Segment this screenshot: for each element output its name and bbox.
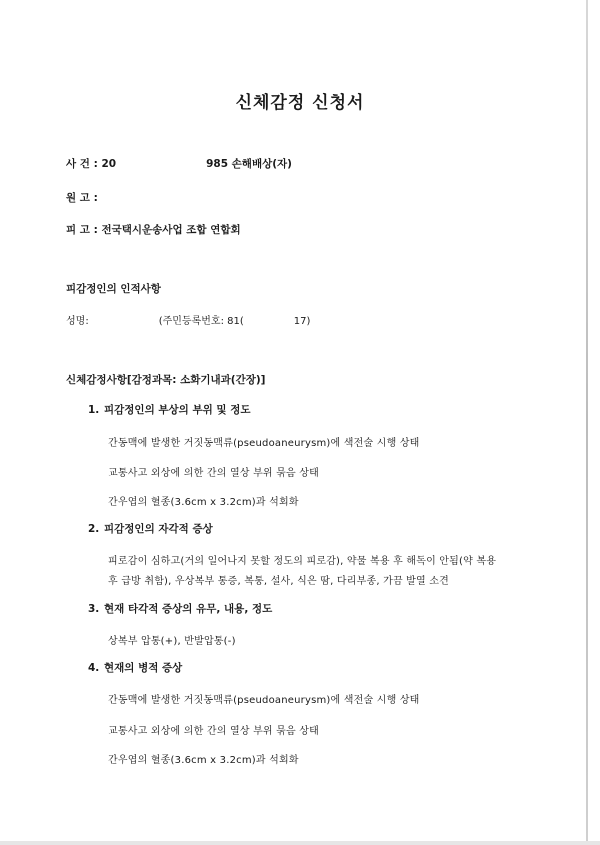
item-2-title-line	[88, 521, 213, 536]
case-line	[66, 156, 292, 171]
item-title: 현재의 병적 증상	[104, 662, 183, 674]
item-4-title-line	[88, 660, 182, 675]
item-title: 현재 타각적 증상의 유무, 내용, 정도	[104, 603, 273, 615]
item-number: 4.	[88, 662, 100, 674]
item-4-line-1: 간동맥에 발생한 거짓동맥류(pseudoaneurysm)에 색전술 시행 상태	[108, 695, 420, 706]
item-number: 3.	[88, 603, 100, 615]
item-number: 2.	[88, 523, 100, 535]
document-title: 신체감정 신청서	[235, 93, 365, 113]
case-label: 사 건 :	[66, 158, 98, 170]
item-2-line-1: 피로감이 심하고(거의 일어나지 못할 정도의 피로감), 약물 복용 후 해독이 안됨(약 복용	[108, 556, 497, 567]
item-title: 피감정인의 부상의 부위 및 정도	[104, 404, 251, 416]
id-right: 17)	[293, 316, 311, 327]
item-4-line-3: 간우엽의 혈종(3.6cm x 3.2cm)과 석회화	[108, 755, 299, 766]
defendant-line	[66, 222, 241, 237]
scan-edge	[586, 0, 588, 845]
person-id-line	[66, 312, 310, 327]
name-label: 성명:	[66, 316, 89, 327]
case-suffix: 손해배상(자)	[231, 158, 292, 170]
item-title: 피감정인의 자각적 증상	[104, 523, 213, 535]
person-section-heading: 피감정인의 인적사항	[66, 283, 161, 295]
scan-edge-bottom	[0, 841, 600, 845]
item-1-line-3: 간우엽의 혈종(3.6cm x 3.2cm)과 석회화	[108, 497, 299, 508]
item-2-line-2: 후 급방 취함), 우상복부 통증, 복통, 설사, 식은 땀, 다리부종, 가끔 발열 소견	[108, 576, 449, 587]
item-1-line-2: 교통사고 외상에 의한 간의 열상 부위 묶음 상태	[108, 468, 319, 479]
item-3-line-1: 상복부 압통(+), 반발압통(-)	[108, 636, 236, 647]
plaintiff-label: 원 고 :	[66, 192, 98, 204]
item-number: 1.	[88, 404, 100, 416]
defendant-label: 피 고 :	[66, 224, 98, 236]
id-left: (주민등록번호: 81(	[158, 316, 244, 327]
plaintiff-line	[66, 190, 98, 205]
item-1-title-line	[88, 402, 250, 417]
exam-section-heading: 신체감정사항[감정과목: 소화기내과(간장)]	[66, 374, 266, 386]
case-number-right: 985	[206, 158, 228, 170]
item-3-title-line	[88, 601, 272, 616]
item-4-line-2: 교통사고 외상에 의한 간의 열상 부위 묶음 상태	[108, 726, 319, 737]
item-1-line-1: 간동맥에 발생한 거짓동맥류(pseudoaneurysm)에 색전술 시행 상태	[108, 438, 420, 449]
defendant-value: 전국택시운송사업 조합 연합회	[101, 224, 241, 236]
case-number-left: 20	[101, 158, 117, 170]
